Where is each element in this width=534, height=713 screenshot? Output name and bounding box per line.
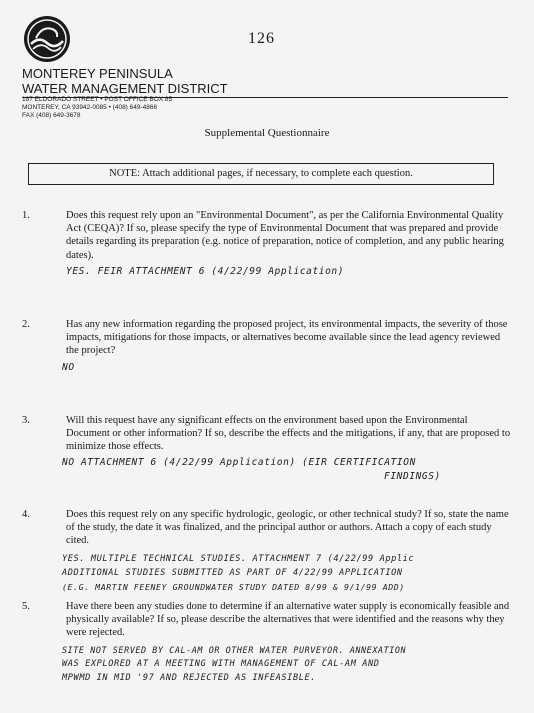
question-number: 3. [22, 415, 30, 426]
question-text: Does this request rely upon an "Environmental Document", as per the California Environmental Quality Act (CEQA)? If so, please specify the type of Environmental Document that was prepared and provide details regarding its preparation (e.g. notice of preparation, notice of completion, and any public hearing dates). [66, 210, 504, 261]
page-number: 126 [248, 30, 275, 47]
handwritten-answer: NO ATTACHMENT 6 (4/22/99 Application) (EIR CERTIFICATION [62, 457, 416, 468]
page-title: Supplemental Questionnaire [204, 127, 330, 139]
address-line1: 187 ELDORADO STREET • POST OFFICE BOX 85 [22, 96, 173, 103]
handwritten-answer: YES. FEIR ATTACHMENT 6 (4/22/99 Application) [66, 266, 345, 277]
district-logo [22, 14, 72, 64]
note-box: NOTE: Attach additional pages, if necessary, to complete each question. [28, 163, 494, 185]
question-number: 1. [22, 210, 30, 221]
handwritten-answer: FINDINGS) [384, 471, 441, 482]
org-name-line2: WATER MANAGEMENT DISTRICT [22, 81, 228, 96]
question-text: Has any new information regarding the proposed project, its environmental impacts, the severity of those impacts, mitigations for those impacts, or alternatives become available since the lead agency reviewed the project? [66, 319, 508, 357]
handwritten-answer: ADDITIONAL STUDIES SUBMITTED AS PART OF 4/22/99 APPLICATION [62, 568, 403, 578]
question-number: 4. [22, 509, 30, 520]
org-name-line1: MONTEREY PENINSULA [22, 66, 173, 81]
address-block [22, 96, 172, 120]
handwritten-answer: SITE NOT SERVED BY CAL-AM OR OTHER WATER PURVEYOR. ANNEXATION [62, 645, 407, 655]
handwritten-answer: WAS EXPLORED AT A MEETING WITH MANAGEMENT OF CAL-AM AND [62, 659, 380, 669]
question-text: Have there been any studies done to determine if an alternative water supply is economically feasible and physically available? If so, please describe the alternatives that were identified and the reasons why they were rejected. [66, 601, 510, 639]
address-line2: MONTEREY, CA 93942-0085 • (408) 649-4866 [22, 104, 158, 111]
handwritten-answer: MPWMD IN MID '97 AND REJECTED AS INFEASIBLE. [62, 673, 317, 683]
handwritten-answer: NO [62, 362, 75, 373]
organization-name [22, 66, 508, 98]
question-number: 5. [22, 601, 30, 612]
handwritten-answer: YES. MULTIPLE TECHNICAL STUDIES. ATTACHMENT 7 (4/22/99 Applic [62, 554, 415, 564]
question-text: Does this request rely on any specific hydrologic, geologic, or other technical study? If so, state the name of the study, the date it was finalized, and the principal author or authors. Attach a copy of each study cited. [66, 509, 509, 547]
question-text: Will this request have any significant effects on the environment based upon the Environmental Document or other information? If so, describe the effects and the mitigations, if any, that are proposed to minimize those effects. [66, 415, 511, 453]
address-line3: FAX (408) 649-3678 [22, 112, 81, 119]
handwritten-answer: (E.G. MARTIN FEENEY GROUNDWATER STUDY DATED 8/99 & 9/1/99 ADD) [62, 582, 405, 592]
question-number: 2. [22, 319, 30, 330]
